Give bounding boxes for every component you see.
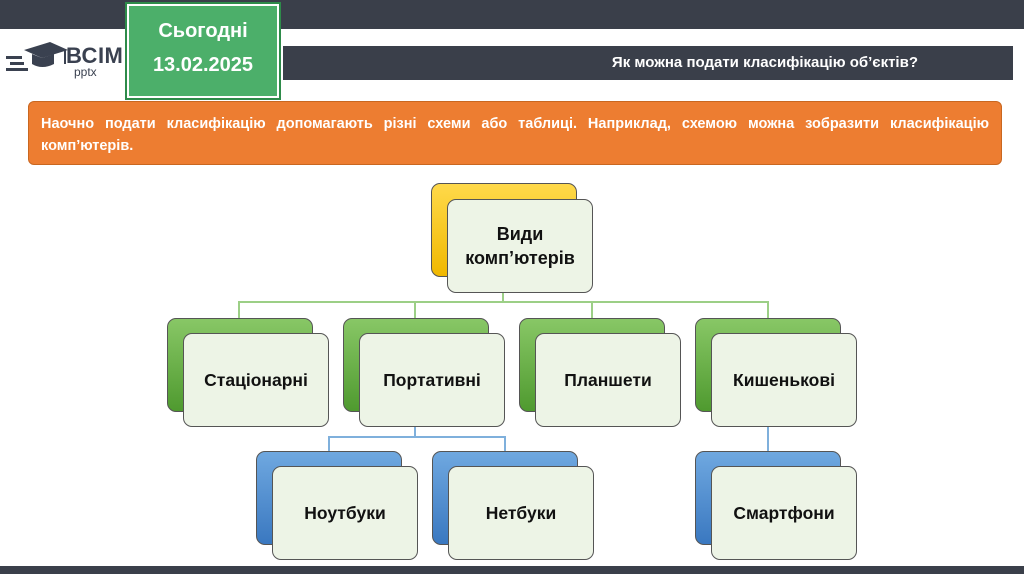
logo-brand: ВСІМ (66, 43, 124, 68)
date-badge (127, 4, 279, 98)
notebooks-node (272, 466, 418, 560)
portable-label: Портативні (383, 369, 481, 390)
connector-to-netbooks (504, 436, 506, 452)
date-label: Сьогодні (158, 20, 248, 42)
tablets-label: Планшети (564, 369, 652, 390)
netbooks-node (448, 466, 594, 560)
tablets-node (535, 333, 681, 427)
portable-node (359, 333, 505, 427)
root-node (447, 199, 593, 293)
bottom-bar (0, 566, 1024, 574)
connector-level1-horizontal (238, 301, 768, 303)
pocket-label: Кишенькові (733, 369, 835, 390)
connector-level2-horizontal (328, 436, 505, 438)
netbooks-label: Нетбуки (485, 502, 557, 523)
smartphones-label: Смартфони (733, 502, 835, 523)
date-value: 13.02.2025 (152, 54, 254, 76)
banner-text: Наочно подати класифікацію допомагають різні схеми або таблиці. Наприклад, схемою можна зобразити класифікацію комп’ютерів. (41, 116, 989, 154)
graduation-cap-icon (6, 40, 68, 80)
stationary-node (183, 333, 329, 427)
info-banner (28, 101, 1002, 165)
smartphones-node (711, 466, 857, 560)
notebooks-label: Ноутбуки (304, 502, 386, 523)
connector-to-stationary (238, 301, 240, 319)
page-title: Як можна подати класифікацію об’єктів? (611, 54, 918, 71)
root-node-label: Види комп’ютерів (465, 224, 575, 268)
connector-to-pocket (767, 301, 769, 319)
logo-sub: pptx (74, 65, 97, 79)
connector-pocket-down (767, 424, 769, 452)
pocket-node (711, 333, 857, 427)
connector-to-notebooks (328, 436, 330, 452)
stationary-label: Стаціонарні (204, 369, 308, 390)
connector-to-portable (414, 301, 416, 319)
title-bar (283, 44, 1013, 80)
connector-to-tablets (591, 301, 593, 319)
